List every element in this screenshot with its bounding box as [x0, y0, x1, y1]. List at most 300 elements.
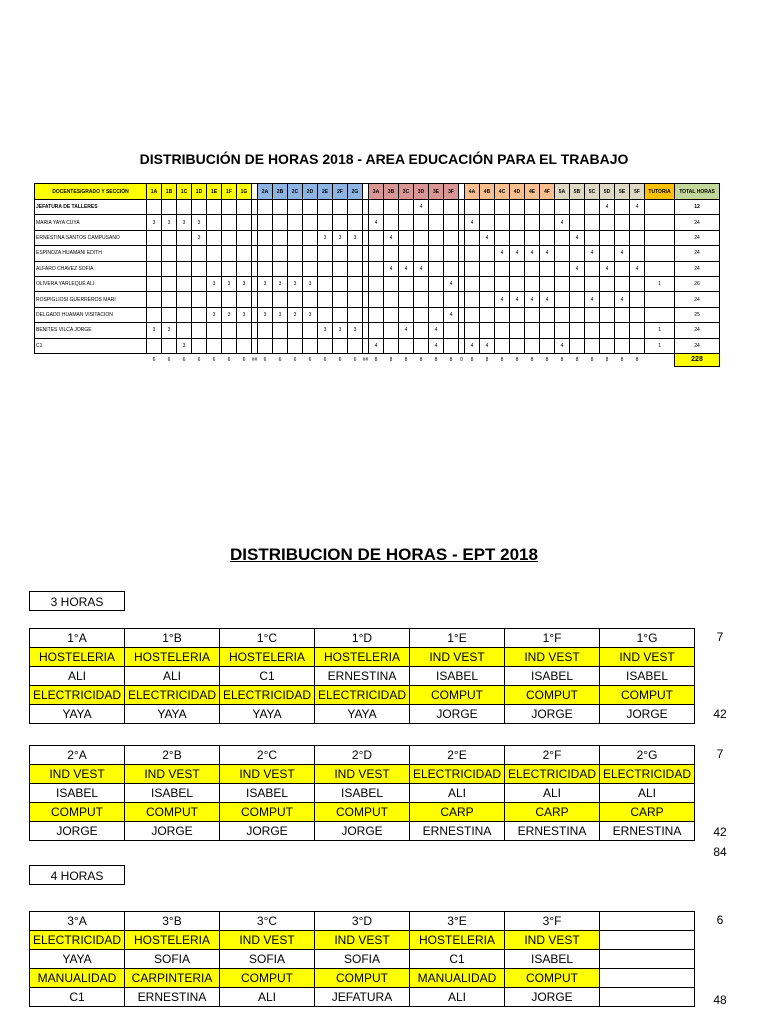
tutoria-cell: 1	[645, 338, 675, 353]
hours-cell	[348, 276, 363, 291]
hours-cell	[465, 307, 480, 322]
hours-cell	[237, 230, 252, 245]
total-hours-cell: 24	[675, 215, 720, 230]
teacher-row	[30, 784, 695, 803]
hours-cell	[570, 200, 585, 215]
hours-cell	[207, 292, 222, 307]
hours-cell	[369, 323, 384, 338]
column-total: 8	[575, 357, 579, 364]
hours-cell	[147, 246, 162, 261]
hours-cell: 4	[465, 338, 480, 353]
workshop-cell: MANUALIDAD	[410, 969, 505, 988]
teacher-cell: SOFIA	[315, 950, 410, 969]
workshop-cell: COMPUT	[410, 686, 505, 705]
teacher-cell	[600, 950, 695, 969]
hours-cell	[585, 215, 600, 230]
hours-cell	[147, 261, 162, 276]
hours-cell	[273, 292, 288, 307]
workshop-cell: MANUALIDAD	[30, 969, 125, 988]
hours-cell	[429, 276, 444, 291]
hours-cell	[570, 246, 585, 261]
hours-cell: 3	[318, 230, 333, 245]
total-hours-cell: 24	[675, 261, 720, 276]
hours-cell	[414, 307, 429, 322]
hours-cell	[222, 246, 237, 261]
total-hours-cell: 12	[675, 200, 720, 215]
hours-cell	[570, 323, 585, 338]
hours-cell	[630, 292, 645, 307]
workshop-cell: ELECTRICIDAD	[315, 686, 410, 705]
hours-cell: 3	[333, 323, 348, 338]
hours-cell: 4	[414, 200, 429, 215]
teacher-cell: C1	[30, 988, 125, 1007]
hours-cell	[465, 292, 480, 307]
hours-cell	[258, 338, 273, 353]
hours-cell	[399, 215, 414, 230]
grade-3-total-hours: 48	[713, 993, 727, 1007]
grade-2-section-count: 7	[716, 747, 724, 761]
column-header-section-2f: 2F	[333, 184, 348, 200]
hours-cell	[585, 323, 600, 338]
teacher-cell: C1	[410, 950, 505, 969]
empty-cell	[35, 353, 147, 366]
column-header-section-2c: 2C	[288, 184, 303, 200]
hours-cell	[399, 230, 414, 245]
section-header: 3°C	[220, 912, 315, 931]
column-total: 8	[470, 357, 474, 364]
teacher-cell: ISABEL	[315, 784, 410, 803]
hours-cell	[177, 323, 192, 338]
hours-cell	[525, 261, 540, 276]
column-header-section-1e: 1E	[207, 184, 222, 200]
hours-cell	[630, 215, 645, 230]
hours-cell	[615, 338, 630, 353]
hours-cell	[192, 307, 207, 322]
hours-cell: 4	[369, 215, 384, 230]
hours-cell: 4	[495, 246, 510, 261]
hours-cell	[399, 200, 414, 215]
hours-cell	[207, 200, 222, 215]
hours-cell	[192, 292, 207, 307]
teacher-cell: ERNESTINA	[315, 667, 410, 686]
hours-cell: 4	[510, 246, 525, 261]
section-header: 2°D	[315, 746, 410, 765]
column-header-section-2a: 2A	[258, 184, 273, 200]
hours-cell	[600, 338, 615, 353]
section-header: 1°D	[315, 629, 410, 648]
table-row	[35, 276, 720, 291]
grade-2-total-hours: 42	[713, 825, 727, 839]
teacher-cell: ERNESTINA	[600, 822, 695, 841]
hours-cell: 3	[303, 307, 318, 322]
hours-cell	[429, 230, 444, 245]
hours-cell	[222, 292, 237, 307]
hours-cell	[222, 323, 237, 338]
teacher-cell: ALI	[30, 667, 125, 686]
column-total: 8	[404, 357, 408, 364]
hours-cell	[480, 323, 495, 338]
teacher-cell: ERNESTINA	[410, 822, 505, 841]
hours-cell	[570, 276, 585, 291]
hours-cell	[510, 307, 525, 322]
hours-cell	[369, 307, 384, 322]
hours-cell	[348, 261, 363, 276]
hours-cell	[510, 338, 525, 353]
column-total: 6	[227, 357, 231, 364]
hours-cell	[495, 276, 510, 291]
hours-cell: 3	[273, 307, 288, 322]
hours-cell: 4	[570, 261, 585, 276]
hours-cell	[555, 292, 570, 307]
teacher-cell: ISABEL	[30, 784, 125, 803]
column-total: 8	[374, 357, 378, 364]
hours-cell: 4	[399, 323, 414, 338]
teacher-cell: JORGE	[315, 822, 410, 841]
hours-cell	[429, 246, 444, 261]
section-header	[600, 912, 695, 931]
hours-cell: 3	[258, 307, 273, 322]
column-header-section-3d: 3D	[414, 184, 429, 200]
hours-cell	[177, 230, 192, 245]
teacher-cell: JORGE	[410, 705, 505, 724]
teacher-cell: ISABEL	[125, 784, 220, 803]
column-total: 8	[500, 357, 504, 364]
hours-cell	[333, 292, 348, 307]
hours-cell	[333, 261, 348, 276]
hours-cell	[333, 307, 348, 322]
hours-cell	[177, 261, 192, 276]
teacher-cell: C1	[220, 667, 315, 686]
hours-cell	[369, 246, 384, 261]
column-total: 6	[197, 357, 201, 364]
tutoria-cell	[645, 292, 675, 307]
hours-cell: 4	[615, 246, 630, 261]
grade-1-total-hours: 42	[713, 707, 727, 721]
workshop-cell: CARP	[410, 803, 505, 822]
tutoria-cell	[645, 246, 675, 261]
teacher-cell: ISABEL	[505, 950, 600, 969]
hours-cell: 3	[237, 307, 252, 322]
hours-cell: 4	[600, 200, 615, 215]
hours-cell: 3	[192, 230, 207, 245]
column-total: 8	[485, 357, 489, 364]
column-total: 8	[515, 357, 519, 364]
hours-cell	[207, 261, 222, 276]
workshop-cell: ELECTRICIDAD	[30, 931, 125, 950]
hours-cell	[303, 261, 318, 276]
teacher-row	[30, 822, 695, 841]
hours-cell	[585, 338, 600, 353]
column-header-section-2g: 2G	[348, 184, 363, 200]
hours-cell	[237, 215, 252, 230]
column-total: 0	[460, 357, 463, 364]
hours-cell: 4	[369, 338, 384, 353]
column-total: 6	[242, 357, 246, 364]
hours-cell	[303, 338, 318, 353]
column-header-section-3a: 3A	[369, 184, 384, 200]
teacher-cell: ALI	[410, 784, 505, 803]
hours-cell	[258, 215, 273, 230]
hours-cell	[600, 230, 615, 245]
teacher-cell: ISABEL	[410, 667, 505, 686]
hours-cell	[480, 246, 495, 261]
column-total: 6	[263, 357, 267, 364]
total-hours-cell: 24	[675, 230, 720, 245]
hours-cell: 3	[222, 307, 237, 322]
hours-cell: 4	[480, 230, 495, 245]
hours-cell: 3	[348, 323, 363, 338]
hours-cell	[600, 246, 615, 261]
teacher-cell: ISABEL	[600, 667, 695, 686]
section-header: 3°B	[125, 912, 220, 931]
hours-cell	[258, 200, 273, 215]
hours-cell	[162, 292, 177, 307]
hours-cell	[273, 338, 288, 353]
section-header: 3°D	[315, 912, 410, 931]
hours-cell	[384, 276, 399, 291]
hours-cell: 4	[444, 307, 459, 322]
workshop-cell: COMPUT	[30, 803, 125, 822]
hours-cell	[318, 292, 333, 307]
hours-cell	[555, 323, 570, 338]
hours-cell	[444, 261, 459, 276]
teacher-cell	[600, 988, 695, 1007]
hours-cell	[273, 200, 288, 215]
hours-cell	[540, 323, 555, 338]
column-total: ##	[251, 357, 258, 364]
workshop-row	[30, 686, 695, 705]
hours-cell	[288, 246, 303, 261]
workshop-cell: IND VEST	[505, 648, 600, 667]
section-header: 1°B	[125, 629, 220, 648]
grade-3-section-count: 6	[716, 913, 724, 927]
hours-cell	[162, 261, 177, 276]
column-header-section-4b: 4B	[480, 184, 495, 200]
workshop-cell: HOSTELERIA	[220, 648, 315, 667]
total-hours-cell: 24	[675, 338, 720, 353]
hours-cell	[258, 261, 273, 276]
hours-cell	[414, 292, 429, 307]
workshop-cell: IND VEST	[410, 648, 505, 667]
hours-cell	[615, 215, 630, 230]
hours-cell	[177, 292, 192, 307]
hours-cell	[399, 246, 414, 261]
hours-cell	[444, 338, 459, 353]
hours-cell: 3	[147, 215, 162, 230]
column-header-section-1b: 1B	[162, 184, 177, 200]
hours-cell	[348, 307, 363, 322]
section-header: 2°G	[600, 746, 695, 765]
hours-cell	[162, 338, 177, 353]
workshop-cell: ELECTRICIDAD	[505, 765, 600, 784]
hours-cell	[570, 215, 585, 230]
workshop-cell: IND VEST	[315, 931, 410, 950]
hours-cell	[414, 215, 429, 230]
hours-cell: 3	[162, 215, 177, 230]
hours-cell	[318, 338, 333, 353]
hours-cell	[147, 307, 162, 322]
column-total: 8	[635, 357, 639, 364]
table-row	[35, 200, 720, 215]
hours-cell	[177, 200, 192, 215]
hours-cell: 4	[555, 338, 570, 353]
column-header-tutoria: TUTORIA	[645, 184, 675, 200]
hours-cell	[318, 200, 333, 215]
hours-cell	[258, 292, 273, 307]
hours-cell	[147, 292, 162, 307]
hours-cell	[237, 200, 252, 215]
workshop-cell: COMPUT	[505, 969, 600, 988]
teacher-cell: ALI	[220, 988, 315, 1007]
tutoria-cell: 1	[645, 323, 675, 338]
hours-cell	[630, 246, 645, 261]
ept-title: DISTRIBUCION DE HORAS - EPT 2018	[230, 545, 538, 564]
hours-cell	[585, 200, 600, 215]
hours-cell	[348, 200, 363, 215]
table-row	[35, 338, 720, 353]
workshop-cell: COMPUT	[220, 803, 315, 822]
hours-cell	[192, 200, 207, 215]
teacher-cell: JORGE	[600, 705, 695, 724]
teacher-name: ESPINOZA HUAMANI EDITH	[35, 246, 147, 261]
teacher-row	[30, 950, 695, 969]
workshop-cell: HOSTELERIA	[125, 931, 220, 950]
teacher-name: ROSPIGLIOSI GUERREROS MARI	[35, 292, 147, 307]
workshop-cell: COMPUT	[505, 686, 600, 705]
section-header: 1°G	[600, 629, 695, 648]
column-total: 8	[605, 357, 609, 364]
section-header: 1°A	[30, 629, 125, 648]
workshop-cell: ELECTRICIDAD	[220, 686, 315, 705]
grade-1-distribution-table	[29, 628, 695, 724]
section-header: 2°A	[30, 746, 125, 765]
hours-cell	[273, 215, 288, 230]
column-header-section-4f: 4F	[540, 184, 555, 200]
hours-cell	[615, 307, 630, 322]
hours-cell	[585, 261, 600, 276]
total-hours-cell: 24	[675, 292, 720, 307]
hours-cell	[615, 230, 630, 245]
column-header-section-4d: 4D	[510, 184, 525, 200]
hours-cell	[414, 230, 429, 245]
column-total: 8	[560, 357, 564, 364]
hours-cell	[192, 323, 207, 338]
column-total: 6	[212, 357, 216, 364]
hours-cell	[258, 323, 273, 338]
column-total: 6	[278, 357, 282, 364]
hours-cell	[318, 261, 333, 276]
workshop-cell: CARP	[600, 803, 695, 822]
hours-cell	[237, 246, 252, 261]
hours-cell	[600, 292, 615, 307]
hours-cell	[318, 276, 333, 291]
workshop-cell: COMPUT	[125, 803, 220, 822]
hours-cell	[615, 200, 630, 215]
table-row	[35, 230, 720, 245]
hours-cell	[465, 276, 480, 291]
hours-cell	[237, 292, 252, 307]
column-header-section-5d: 5D	[600, 184, 615, 200]
workshop-cell: COMPUT	[600, 686, 695, 705]
hours-cell	[303, 200, 318, 215]
column-header-section-4c: 4C	[495, 184, 510, 200]
total-hours-cell: 24	[675, 246, 720, 261]
hours-cell	[540, 338, 555, 353]
teacher-name: C1	[35, 338, 147, 353]
hours-cell	[207, 246, 222, 261]
column-header-section-2e: 2E	[318, 184, 333, 200]
hours-cell	[444, 215, 459, 230]
total-hours-cell: 24	[675, 323, 720, 338]
hours-cell	[414, 323, 429, 338]
workshop-cell	[600, 931, 695, 950]
workshop-row	[30, 931, 695, 950]
column-total: 8	[620, 357, 624, 364]
column-header-section-5f: 5F	[630, 184, 645, 200]
table-row	[35, 323, 720, 338]
hours-cell: 3	[258, 276, 273, 291]
hours-cell	[555, 261, 570, 276]
hours-cell: 4	[600, 261, 615, 276]
workshop-cell: ELECTRICIDAD	[600, 765, 695, 784]
hours-cell	[288, 323, 303, 338]
hours-cell	[480, 307, 495, 322]
table-row	[35, 292, 720, 307]
column-total: 6	[323, 357, 327, 364]
tutoria-cell: 1	[645, 276, 675, 291]
hours-cell	[495, 215, 510, 230]
hours-cell	[600, 323, 615, 338]
teacher-row	[30, 705, 695, 724]
column-total: 8	[389, 357, 393, 364]
teacher-cell: ISABEL	[505, 667, 600, 686]
column-header-section-5b: 5B	[570, 184, 585, 200]
workshop-row	[30, 765, 695, 784]
hours-cell	[348, 246, 363, 261]
teacher-cell: ALI	[505, 784, 600, 803]
hours-cell	[318, 246, 333, 261]
hours-cell: 3	[333, 230, 348, 245]
hours-cell	[444, 230, 459, 245]
hours-cell	[192, 338, 207, 353]
hours-cell	[555, 200, 570, 215]
hours-cell	[600, 215, 615, 230]
hours-cell	[525, 276, 540, 291]
column-header-section-5a: 5A	[555, 184, 570, 200]
column-total: 8	[530, 357, 534, 364]
column-header-section-4a: 4A	[465, 184, 480, 200]
workshop-cell: IND VEST	[220, 765, 315, 784]
hours-cell: 4	[525, 246, 540, 261]
workshop-cell: COMPUT	[315, 803, 410, 822]
hours-cell	[222, 215, 237, 230]
hours-cell	[303, 292, 318, 307]
section-header: 2°B	[125, 746, 220, 765]
hours-cell	[384, 323, 399, 338]
column-total: 6	[338, 357, 342, 364]
hours-cell	[384, 200, 399, 215]
column-total: 6	[308, 357, 312, 364]
column-header-section-3f: 3F	[444, 184, 459, 200]
tutoria-cell	[645, 307, 675, 322]
hours-cell: 4	[585, 292, 600, 307]
column-header-section-1f: 1F	[222, 184, 237, 200]
hours-cell: 4	[555, 215, 570, 230]
teacher-cell: JORGE	[125, 822, 220, 841]
hours-cell	[369, 276, 384, 291]
teacher-name: DELGADO HUAMAN VISITACION	[35, 307, 147, 322]
column-header-section-1a: 1A	[147, 184, 162, 200]
